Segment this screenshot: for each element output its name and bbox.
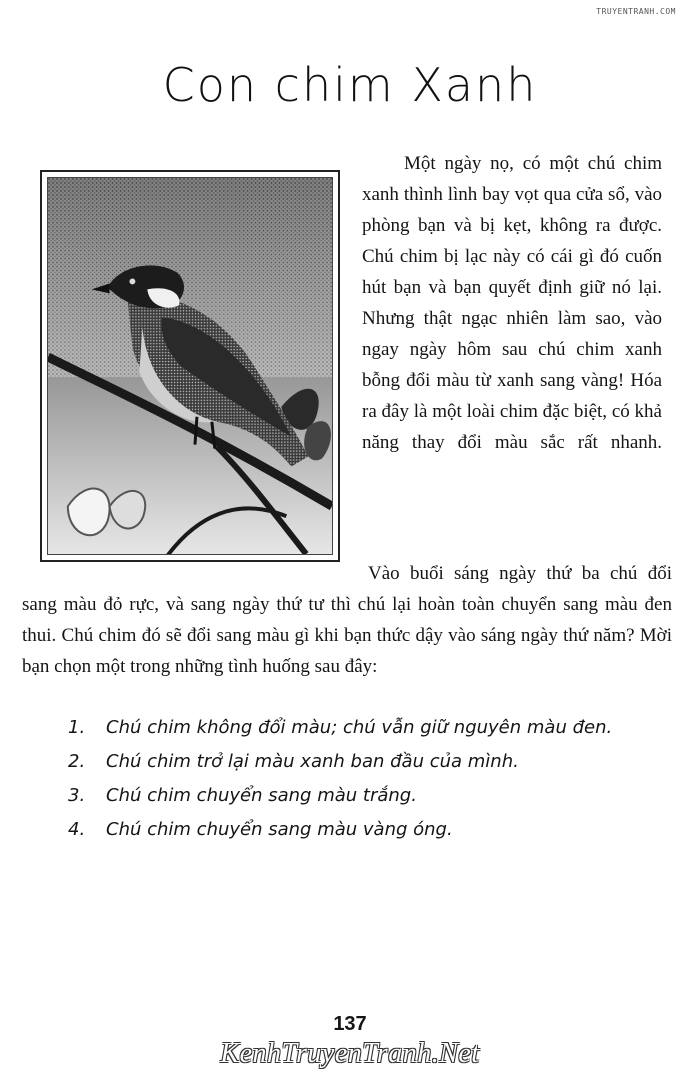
option-number: 2. bbox=[68, 751, 86, 772]
option-text: Chú chim chuyển sang màu trắng. bbox=[106, 785, 417, 806]
site-watermark-top: TRUYENTRANH.COM bbox=[596, 7, 676, 16]
continuation-text: chú đổi sang màu đỏ rực, và sang ngày thứ tư thì chú lại hoàn toàn chuyển sang màu đen thui. Chú chim đó sẽ đổi sang màu gì khi bạn thức dậy vào sáng ngày thứ năm? Mời bạn chọn một trong những tình huống sau đây: bbox=[22, 563, 672, 677]
answer-option bbox=[68, 814, 668, 845]
intro-line: cuốn hút bạn và bạn quyết bbox=[362, 246, 663, 298]
option-number: 4. bbox=[68, 819, 86, 840]
page-number: 137 bbox=[333, 1013, 367, 1035]
intro-line: chim xanh thình lình bay vọt bbox=[362, 153, 663, 205]
intro-paragraph bbox=[362, 148, 662, 489]
option-text: Chú chim trở lại màu xanh ban đầu của mình. bbox=[106, 751, 519, 772]
intro-line: thay đổi màu sắc rất nhanh. bbox=[411, 432, 663, 453]
option-number: 3. bbox=[68, 785, 86, 806]
intro-line: bỗng đổi màu từ xanh sang bbox=[362, 370, 575, 391]
continuation-paragraph bbox=[22, 558, 672, 682]
option-text: Chú chim không đổi màu; chú vẫn giữ nguyên màu đen. bbox=[106, 717, 613, 738]
bird-on-branch-image bbox=[48, 178, 332, 554]
answer-options-list bbox=[68, 712, 668, 848]
intro-line: qua cửa sổ, vào phòng bạn và bbox=[362, 184, 663, 236]
answer-option bbox=[68, 780, 668, 811]
continuation-lead: Vào buổi sáng ngày thứ ba bbox=[368, 563, 600, 584]
bird-illustration-frame bbox=[47, 177, 333, 555]
intro-line: định giữ nó lại. Nhưng thật bbox=[362, 277, 662, 329]
intro-line: chim bị lạc này có cái gì đó bbox=[399, 246, 619, 267]
answer-option bbox=[68, 746, 668, 777]
intro-line: ngày hôm sau chú chim xanh bbox=[409, 339, 662, 360]
intro-line: bị kẹt, không ra được. Chú bbox=[362, 215, 663, 267]
intro-line: chim đặc biệt, có khả năng bbox=[362, 401, 662, 453]
intro-line: ngạc nhiên làm sao, vào ngay bbox=[362, 308, 663, 360]
answer-option bbox=[68, 712, 668, 743]
option-number: 1. bbox=[68, 717, 86, 738]
site-watermark-bottom: KenhTruyenTranh.Net bbox=[220, 1038, 480, 1069]
option-text: Chú chim chuyển sang màu vàng óng. bbox=[106, 819, 453, 840]
bird-illustration bbox=[40, 170, 340, 562]
page-title: Con chim Xanh bbox=[162, 58, 538, 112]
intro-line: Một ngày nọ, có một chú bbox=[404, 153, 616, 174]
intro-line: vàng! Hóa ra đây là một loài bbox=[362, 370, 663, 422]
